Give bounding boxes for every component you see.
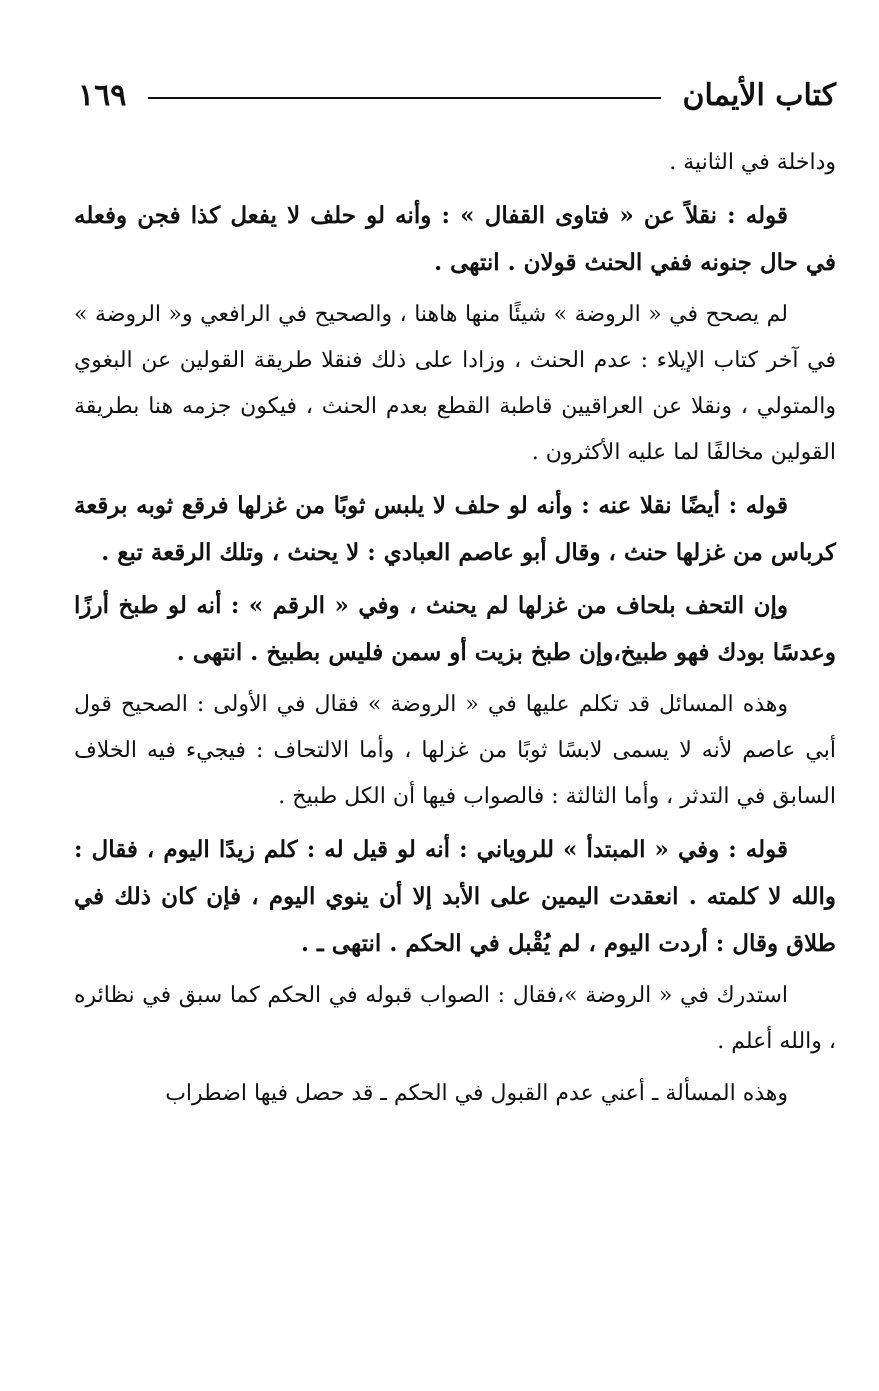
paragraph-5: وإن التحف بلحاف من غزلها لم يحنث ، وفي « الرقم » : أنه لو طبخ أرزًا وعدسًا بودك فهو طبيخ،وإن طبخ بزيت أو سمن فليس بطبيخ . انتهى . (74, 592, 836, 666)
paragraph-3: لم يصحح في « الروضة » شيئًا منها هاهنا ، والصحيح في الرافعي و« الروضة » في آخر كتاب الإيلاء : عدم الحنث ، وزادا على ذلك فنقلا طريقة القولين عن البغوي والمتولي ، ونقلا عن العراقيين قاطبة القطع بعدم الحنث ، فيكون جزمه هنا بطريقة القولين مخالفًا لما عليه الأكثرون . (74, 302, 836, 465)
running-header (78, 70, 836, 120)
page-number: ١٦٩ (78, 77, 127, 113)
chapter-title: كتاب الأيمان (682, 77, 836, 113)
paragraph-8: استدرك في « الروضة »،فقال : الصواب قبوله في الحكم كما سبق في نظائره ، والله أعلم . (74, 983, 836, 1054)
paragraph-4: قوله : أيضًا نقلا عنه : وأنه لو حلف لا يلبس ثوبًا من غزلها فرقع ثوبه برقعة كرباس من غزلها حنث ، وقال أبو عاصم العبادي : لا يحنث ، وتلك الرقعة تبع . (74, 492, 836, 566)
paragraph-1: وداخلة في الثانية . (669, 150, 836, 175)
paragraph-9: وهذه المسألة ـ أعني عدم القبول في الحكم ـ قد حصل فيها اضطراب (165, 1081, 788, 1106)
header-rule (148, 97, 660, 99)
paragraph-6: وهذه المسائل قد تكلم عليها في « الروضة » فقال في الأولى : الصحيح قول أبي عاصم لأنه لا يسمى لابسًا ثوبًا من غزلها ، وأما الالتحاف : فيجيء فيه الخلاف السابق في التدثر ، وأما الثالثة : فالصواب فيها أن الكل طبيخ . (74, 692, 836, 809)
page-body (74, 140, 836, 1123)
paragraph-7: قوله : وفي « المبتدأ » للروياني : أنه لو قيل له : كلم زيدًا اليوم ، فقال : والله لا كلمته . انعقدت اليمين على الأبد إلا أن ينوي اليوم ، فإن كان ذلك في طلاق وقال : أردت اليوم ، لم يُقْبل في الحكم . انتهى ـ . (74, 836, 836, 957)
paragraph-2: قوله : نقلاً عن « فتاوى القفال » : وأنه لو حلف لا يفعل كذا فجن وفعله في حال جنونه ففي الحنث قولان . انتهى . (74, 202, 836, 276)
